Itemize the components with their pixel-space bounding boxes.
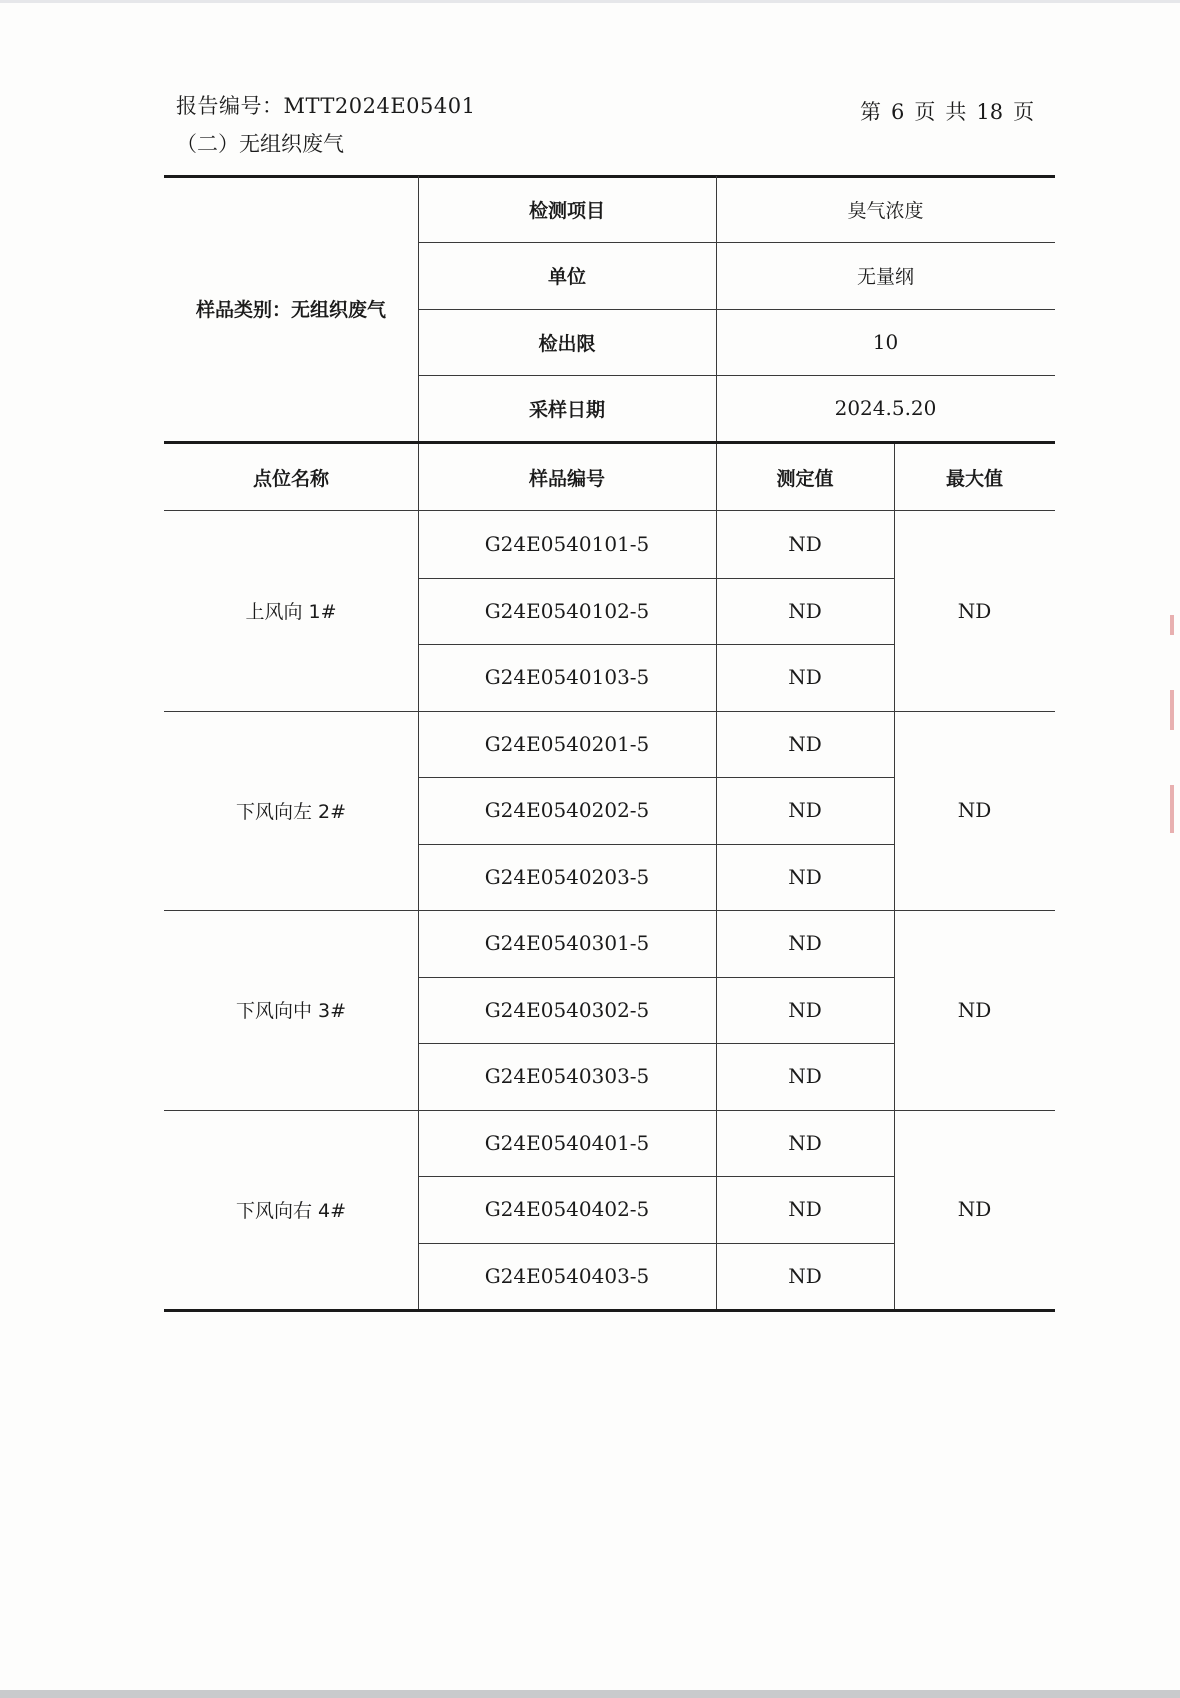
page-suffix: 页 (1013, 100, 1035, 124)
meta-value: 2024.5.20 (834, 396, 937, 420)
measured-value-cell: ND (788, 1263, 822, 1288)
sample-id-cell: G24E0540101-5 (484, 532, 650, 557)
report-number: 报告编号：MTT2024E05401 (176, 94, 476, 118)
meta-value: 10 (872, 330, 899, 354)
measured-value-cell: ND (788, 598, 822, 623)
column-header-max: 最大值 (945, 467, 1003, 490)
seal-edge-mark (1170, 785, 1174, 833)
meta-value: 无量纲 (856, 266, 914, 288)
max-value-cell: ND (957, 798, 992, 823)
page-word: 页 (914, 100, 936, 124)
sample-id-cell: G24E0540301-5 (484, 931, 650, 956)
sample-id-cell: G24E0540403-5 (484, 1263, 650, 1288)
meta-label: 采样日期 (528, 398, 605, 421)
max-value-cell: ND (957, 1197, 992, 1222)
meta-label: 检测项目 (528, 199, 605, 222)
page-indicator (860, 96, 1044, 126)
sample-id-cell: G24E0540303-5 (484, 1064, 650, 1089)
column-header-measured: 测定值 (776, 467, 834, 490)
table-bottom-border (164, 1309, 1055, 1312)
measured-value-cell: ND (788, 864, 822, 889)
page-total: 18 (976, 100, 1004, 124)
measured-value-cell: ND (788, 997, 822, 1022)
measured-value-cell: ND (788, 798, 822, 823)
page-prefix: 第 (860, 100, 881, 124)
scan-bottom-edge (0, 1690, 1180, 1698)
sample-id-cell: G24E0540401-5 (484, 1130, 650, 1155)
sample-id-cell: G24E0540202-5 (484, 798, 650, 823)
measured-value-cell: ND (788, 1130, 822, 1155)
measured-value-cell: ND (788, 532, 822, 557)
page-total-word: 共 (945, 100, 967, 124)
meta-value: 臭气浓度 (847, 199, 924, 222)
measured-value-cell: ND (788, 665, 822, 690)
seal-edge-mark (1170, 615, 1174, 635)
column-header-point: 点位名称 (252, 467, 329, 490)
sample-id-cell: G24E0540203-5 (484, 864, 650, 889)
measured-value-cell: ND (788, 731, 822, 756)
seal-edge-mark (1170, 690, 1174, 730)
sample-id-cell: G24E0540402-5 (484, 1197, 650, 1222)
measured-value-cell: ND (788, 1064, 822, 1089)
meta-label: 检出限 (538, 332, 596, 355)
max-value-cell: ND (957, 598, 992, 623)
section-title: （二）无组织废气 (176, 132, 344, 156)
point-name-cell: 下风向左 2# (235, 800, 347, 823)
sample-id-cell: G24E0540103-5 (484, 665, 650, 690)
sample-id-cell: G24E0540102-5 (484, 598, 650, 623)
sample-id-cell: G24E0540302-5 (484, 997, 650, 1022)
page-current: 6 (891, 100, 905, 124)
meta-label: 单位 (547, 266, 586, 288)
measured-value-cell: ND (788, 1197, 822, 1222)
sample-id-cell: G24E0540201-5 (484, 731, 650, 756)
scan-top-edge (0, 0, 1180, 3)
point-name-cell: 上风向 1# (245, 601, 337, 624)
sample-category-label: 样品类别：无组织废气 (195, 299, 386, 321)
column-header-sample-id: 样品编号 (528, 467, 605, 490)
max-value-cell: ND (957, 997, 992, 1022)
point-name-cell: 下风向右 4# (235, 1199, 347, 1222)
measured-value-cell: ND (788, 931, 822, 956)
point-name-cell: 下风向中 3# (235, 1000, 347, 1023)
